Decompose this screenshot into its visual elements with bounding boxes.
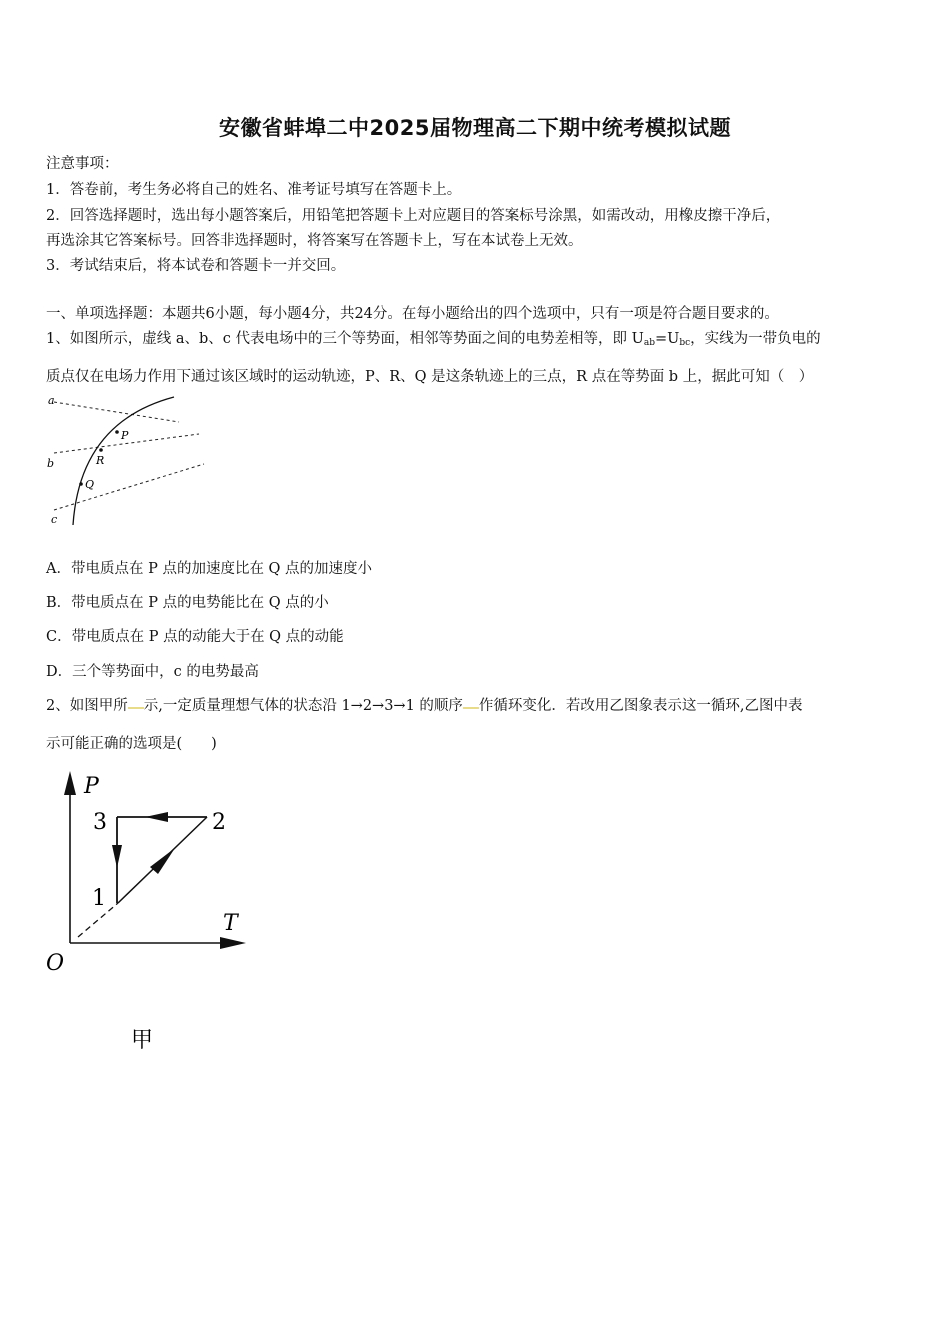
label-Q: Q: [85, 478, 95, 491]
q1-option-a: A．带电质点在 P 点的加速度比在 Q 点的加速度小: [46, 561, 373, 577]
label-R: R: [96, 454, 105, 467]
q1-option-b: B．带电质点在 P 点的电势能比在 Q 点的小: [46, 595, 329, 611]
point-Q: [79, 482, 83, 486]
q1-option-c: C．带电质点在 P 点的动能大于在 Q 点的动能: [46, 629, 344, 645]
highlight-mark: [463, 697, 479, 709]
note-3: 3．考试结束后，将本试卷和答题卡一并交回。: [46, 258, 346, 274]
label-c: c: [51, 513, 58, 526]
figure-caption: 甲: [131, 1028, 154, 1053]
q1-text-a: 1、如图所示，虚线 a、b、c 代表电场中的三个等势面，相邻等势面之间的电势差相等，即 U: [46, 331, 644, 347]
q1-option-d: D．三个等势面中，c 的电势最高: [46, 664, 259, 680]
point-R: [99, 448, 103, 452]
arrow-2-to-3: [145, 812, 168, 822]
q2-line-1: [46, 694, 803, 715]
q2-text-b: 示,一定质量理想气体的状态沿 1→2→3→1 的顺序: [143, 698, 463, 714]
label-state-3: 3: [93, 810, 107, 835]
q1-sub-ab: ab: [643, 338, 655, 348]
label-T: T: [223, 911, 238, 936]
label-state-1: 1: [92, 886, 106, 911]
highlight-mark: [128, 697, 144, 709]
q1-eq: =U: [654, 331, 680, 347]
q1-text-b: ，实线为一带负电的: [690, 331, 821, 347]
section-heading: 一、单项选择题：本题共6小题，每小题4分，共24分。在每小题给出的四个选项中，只有一项是符合题目要求的。: [46, 306, 779, 322]
arrow-1-to-2: [150, 848, 175, 874]
arrow-3-to-1: [112, 845, 122, 868]
point-P: [115, 430, 119, 434]
t-axis-arrow: [220, 937, 246, 949]
p-axis-arrow: [64, 771, 76, 795]
equipotential-a: [54, 402, 179, 422]
trajectory: [73, 397, 174, 525]
q2-text-c: 作循环变化．若改用乙图象表示这一循环,乙图中表: [478, 698, 803, 714]
q2-text-a: 2、如图甲所: [46, 698, 128, 714]
label-O: O: [46, 951, 65, 976]
q1-figure: [44, 392, 209, 530]
note-2a: 2．回答选择题时，选出每小题答案后，用铅笔把答题卡上对应题目的答案标号涂黑，如需改动，用橡皮擦干净后，: [46, 208, 781, 224]
page-title: 安徽省蚌埠二中2025届物理高二下期中统考模拟试题: [219, 116, 731, 140]
notes-heading: 注意事项：: [46, 156, 119, 172]
note-2b: 再选涂其它答案标号。回答非选择题时，将答案写在答题卡上，写在本试卷上无效。: [46, 233, 583, 249]
q1-line-2: 质点仅在电场力作用下通过该区域时的运动轨迹，P、R、Q 是这条轨迹上的三点，R 点在等势面 b 上，据此可知（ ）: [46, 369, 814, 385]
q2-line-2: 示可能正确的选项是( ): [46, 736, 217, 752]
q2-figure: [40, 765, 255, 1060]
note-1: 1．答卷前，考生务必将自己的姓名、准考证号填写在答题卡上。: [46, 182, 462, 198]
label-P: P: [84, 774, 99, 799]
label-b: b: [47, 457, 55, 470]
q1-sub-bc: bc: [679, 338, 691, 348]
label-a: a: [48, 394, 55, 407]
label-P: P: [121, 429, 129, 442]
q1-line-1: [46, 327, 821, 348]
label-state-2: 2: [212, 810, 226, 835]
equipotential-c: [54, 464, 204, 510]
